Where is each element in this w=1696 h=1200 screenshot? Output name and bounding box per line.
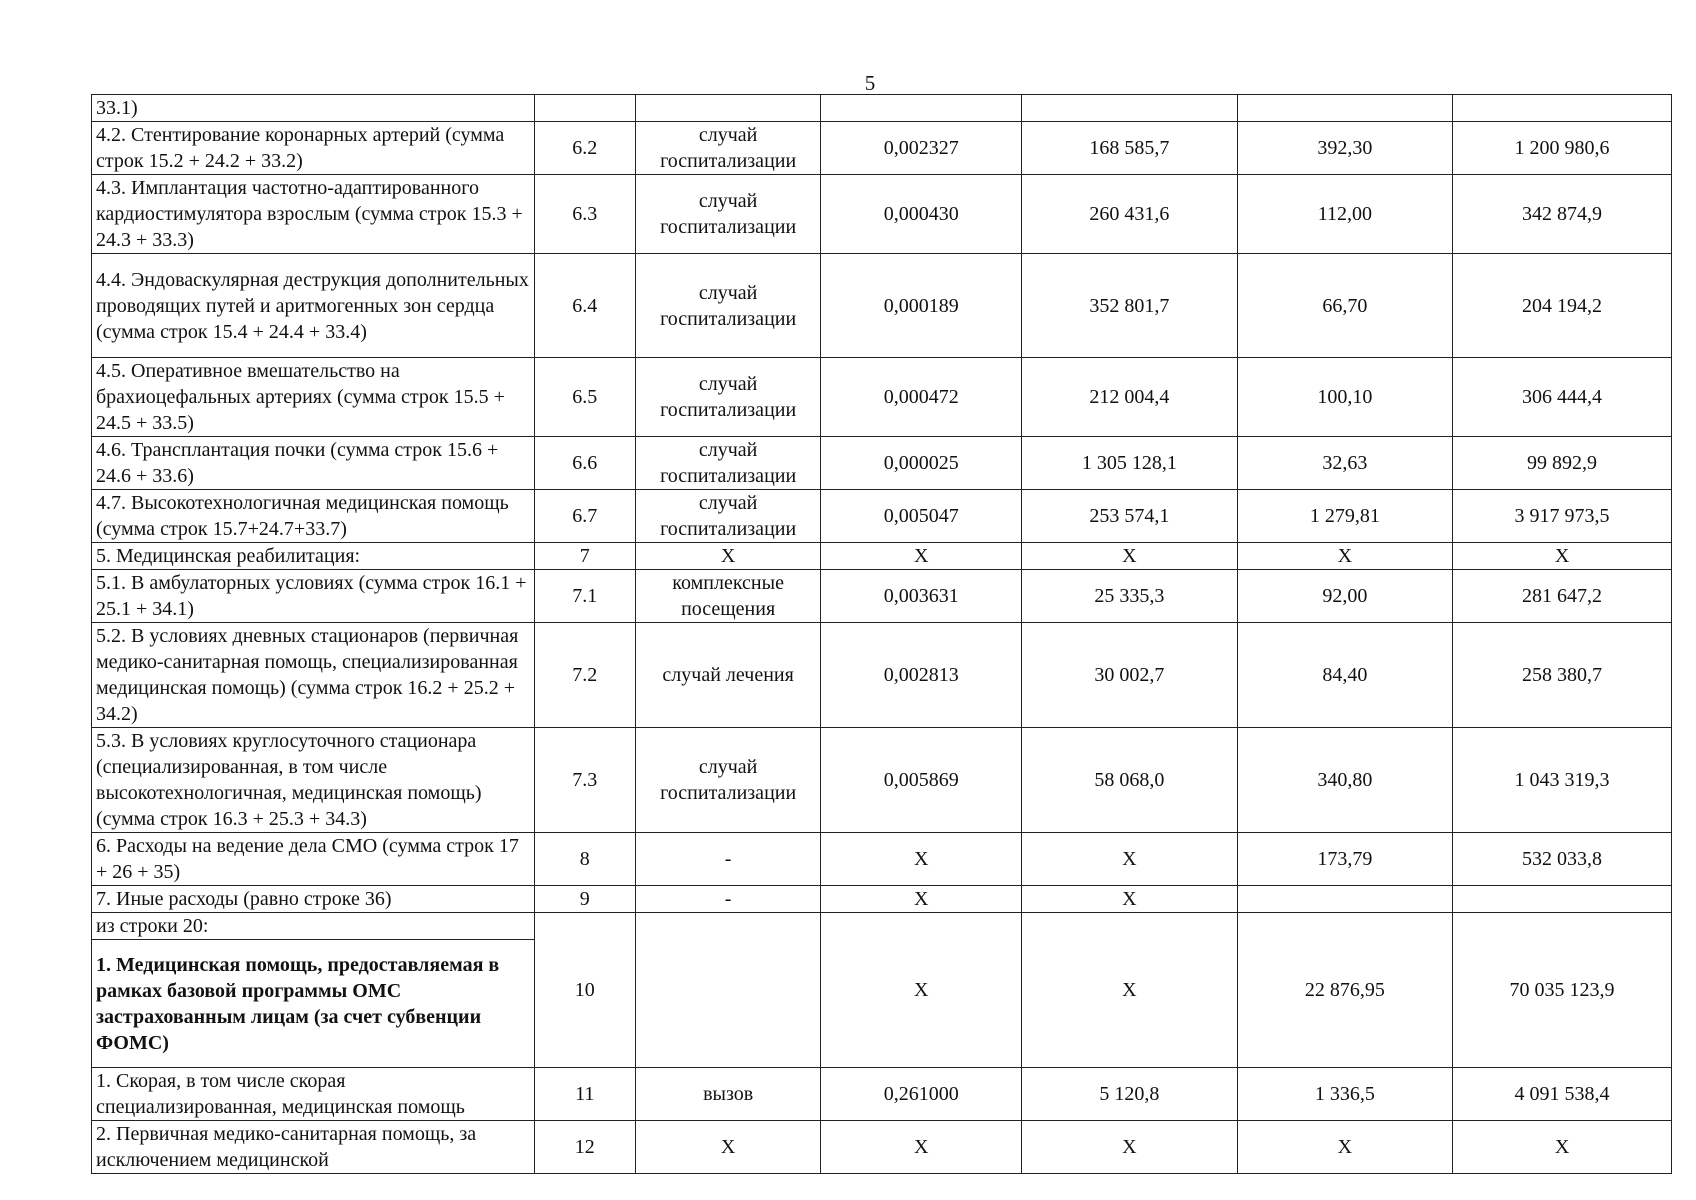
row-per-capita: 66,70 xyxy=(1237,254,1453,358)
row-cost: 253 574,1 xyxy=(1022,490,1238,543)
row-cost: 260 431,6 xyxy=(1022,175,1238,254)
row-name: 4.3. Имплантация частотно-адаптированного кардиостимулятора взрослым (сумма строк 15.3 + 24.3 + 33.3) xyxy=(92,175,535,254)
row-volume: X xyxy=(821,1121,1022,1174)
row-cost: 58 068,0 xyxy=(1022,728,1238,833)
table-row xyxy=(92,1068,1672,1121)
row-per-capita: 340,80 xyxy=(1237,728,1453,833)
row-total: 204 194,2 xyxy=(1453,254,1672,358)
row-total: X xyxy=(1453,1121,1672,1174)
table-row xyxy=(92,728,1672,833)
row-number: 6.4 xyxy=(534,254,635,358)
row-volume: 0,000189 xyxy=(821,254,1022,358)
row-volume: 0,000472 xyxy=(821,358,1022,437)
row-unit: случай госпитализации xyxy=(635,122,821,175)
table-row xyxy=(92,913,1672,940)
row-name: 33.1) xyxy=(92,95,535,122)
financing-table xyxy=(91,94,1672,1174)
row-per-capita: 173,79 xyxy=(1237,833,1453,886)
row-number: 7.1 xyxy=(534,570,635,623)
row-volume: 0,261000 xyxy=(821,1068,1022,1121)
row-cost: X xyxy=(1022,543,1238,570)
table-row xyxy=(92,1121,1672,1174)
row-per-capita: 1 336,5 xyxy=(1237,1068,1453,1121)
row-per-capita: 100,10 xyxy=(1237,358,1453,437)
table-row xyxy=(92,358,1672,437)
row-volume: 0,000025 xyxy=(821,437,1022,490)
row-number: 6.7 xyxy=(534,490,635,543)
row-total xyxy=(1453,95,1672,122)
subsection-title: 1. Медицинская помощь, предоставляемая в рамках базовой программы ОМС застрахованным лицам (за счет субвенции ФОМС) xyxy=(92,940,535,1068)
row-total: 281 647,2 xyxy=(1453,570,1672,623)
page-number: 5 xyxy=(864,71,876,95)
row-unit: случай госпитализации xyxy=(635,437,821,490)
row-unit: - xyxy=(635,833,821,886)
row-number: 6.3 xyxy=(534,175,635,254)
table-row xyxy=(92,886,1672,913)
row-name: 7. Иные расходы (равно строке 36) xyxy=(92,886,535,913)
row-name: 4.7. Высокотехнологичная медицинская помощь (сумма строк 15.7+24.7+33.7) xyxy=(92,490,535,543)
row-volume: 0,005047 xyxy=(821,490,1022,543)
row-unit: случай госпитализации xyxy=(635,358,821,437)
subsection-label: из строки 20: xyxy=(92,913,535,940)
row-total: 342 874,9 xyxy=(1453,175,1672,254)
row-unit xyxy=(635,913,821,1068)
table-row xyxy=(92,122,1672,175)
row-cost: X xyxy=(1022,1121,1238,1174)
row-volume: 0,002327 xyxy=(821,122,1022,175)
row-name: 2. Первичная медико-санитарная помощь, за исключением медицинской xyxy=(92,1121,535,1174)
row-name: 4.2. Стентирование коронарных артерий (сумма строк 15.2 + 24.2 + 33.2) xyxy=(92,122,535,175)
row-name: 5. Медицинская реабилитация: xyxy=(92,543,535,570)
row-number: 8 xyxy=(534,833,635,886)
row-total: 3 917 973,5 xyxy=(1453,490,1672,543)
row-cost: 30 002,7 xyxy=(1022,623,1238,728)
row-volume: X xyxy=(821,886,1022,913)
row-number: 11 xyxy=(534,1068,635,1121)
row-cost xyxy=(1022,95,1238,122)
row-total: 258 380,7 xyxy=(1453,623,1672,728)
row-per-capita: 22 876,95 xyxy=(1237,913,1453,1068)
table-row xyxy=(92,570,1672,623)
row-cost: X xyxy=(1022,913,1238,1068)
row-per-capita: 1 279,81 xyxy=(1237,490,1453,543)
row-number: 12 xyxy=(534,1121,635,1174)
row-per-capita: 32,63 xyxy=(1237,437,1453,490)
row-name: 5.1. В амбулаторных условиях (сумма строк 16.1 + 25.1 + 34.1) xyxy=(92,570,535,623)
row-per-capita xyxy=(1237,95,1453,122)
table-row xyxy=(92,437,1672,490)
row-volume: 0,005869 xyxy=(821,728,1022,833)
row-unit: X xyxy=(635,543,821,570)
row-number: 7.2 xyxy=(534,623,635,728)
row-unit: случай госпитализации xyxy=(635,175,821,254)
row-name: 5.3. В условиях круглосуточного стационара (специализированная, в том числе высокотехнологичная, медицинская помощь)(сумма строк 16.3 + 25.3 + 34.3) xyxy=(92,728,535,833)
row-number: 6.2 xyxy=(534,122,635,175)
row-cost: X xyxy=(1022,886,1238,913)
row-total: 532 033,8 xyxy=(1453,833,1672,886)
row-name: 4.5. Оперативное вмешательство на брахиоцефальных артериях (сумма строк 15.5 + 24.5 + 33.5) xyxy=(92,358,535,437)
row-cost: 212 004,4 xyxy=(1022,358,1238,437)
row-number: 10 xyxy=(534,913,635,1068)
row-total: 99 892,9 xyxy=(1453,437,1672,490)
row-volume: X xyxy=(821,833,1022,886)
row-per-capita xyxy=(1237,886,1453,913)
table-row xyxy=(92,490,1672,543)
row-cost: X xyxy=(1022,833,1238,886)
row-number xyxy=(534,95,635,122)
row-name: 5.2. В условиях дневных стационаров (первичная медико-санитарная помощь, специализированная медицинская помощь) (сумма строк 16.2 + 25.2 + 34.2) xyxy=(92,623,535,728)
row-name: 6. Расходы на ведение дела СМО (сумма строк 17 + 26 + 35) xyxy=(92,833,535,886)
row-unit: случай лечения xyxy=(635,623,821,728)
row-cost: 1 305 128,1 xyxy=(1022,437,1238,490)
row-cost: 352 801,7 xyxy=(1022,254,1238,358)
row-number: 7 xyxy=(534,543,635,570)
row-per-capita: X xyxy=(1237,543,1453,570)
table-row xyxy=(92,543,1672,570)
row-volume: 0,000430 xyxy=(821,175,1022,254)
row-unit: - xyxy=(635,886,821,913)
row-total: 4 091 538,4 xyxy=(1453,1068,1672,1121)
table-row xyxy=(92,254,1672,358)
table-row xyxy=(92,175,1672,254)
row-unit xyxy=(635,95,821,122)
row-unit: комплексные посещения xyxy=(635,570,821,623)
row-unit: вызов xyxy=(635,1068,821,1121)
row-total: 1 043 319,3 xyxy=(1453,728,1672,833)
row-per-capita: 84,40 xyxy=(1237,623,1453,728)
row-total: 306 444,4 xyxy=(1453,358,1672,437)
row-volume: 0,002813 xyxy=(821,623,1022,728)
row-volume xyxy=(821,95,1022,122)
row-unit: случай госпитализации xyxy=(635,490,821,543)
row-per-capita: 392,30 xyxy=(1237,122,1453,175)
row-total: 1 200 980,6 xyxy=(1453,122,1672,175)
table-row xyxy=(92,623,1672,728)
row-per-capita: 112,00 xyxy=(1237,175,1453,254)
row-volume: 0,003631 xyxy=(821,570,1022,623)
row-per-capita: 92,00 xyxy=(1237,570,1453,623)
row-number: 6.6 xyxy=(534,437,635,490)
row-volume: X xyxy=(821,543,1022,570)
row-total: 70 035 123,9 xyxy=(1453,913,1672,1068)
row-volume: X xyxy=(821,913,1022,1068)
row-name: 1. Скорая, в том числе скорая специализированная, медицинская помощь xyxy=(92,1068,535,1121)
row-unit: случай госпитализации xyxy=(635,728,821,833)
table-row xyxy=(92,833,1672,886)
row-name: 4.6. Трансплантация почки (сумма строк 15.6 + 24.6 + 33.6) xyxy=(92,437,535,490)
row-cost: 168 585,7 xyxy=(1022,122,1238,175)
row-number: 6.5 xyxy=(534,358,635,437)
table-row xyxy=(92,95,1672,122)
row-number: 7.3 xyxy=(534,728,635,833)
row-total: X xyxy=(1453,543,1672,570)
row-name: 4.4. Эндоваскулярная деструкция дополнительных проводящих путей и аритмогенных зон сердца (сумма строк 15.4 + 24.4 + 33.4) xyxy=(92,254,535,358)
row-cost: 25 335,3 xyxy=(1022,570,1238,623)
row-unit: случай госпитализации xyxy=(635,254,821,358)
row-number: 9 xyxy=(534,886,635,913)
row-per-capita: X xyxy=(1237,1121,1453,1174)
row-total xyxy=(1453,886,1672,913)
row-cost: 5 120,8 xyxy=(1022,1068,1238,1121)
row-unit: X xyxy=(635,1121,821,1174)
